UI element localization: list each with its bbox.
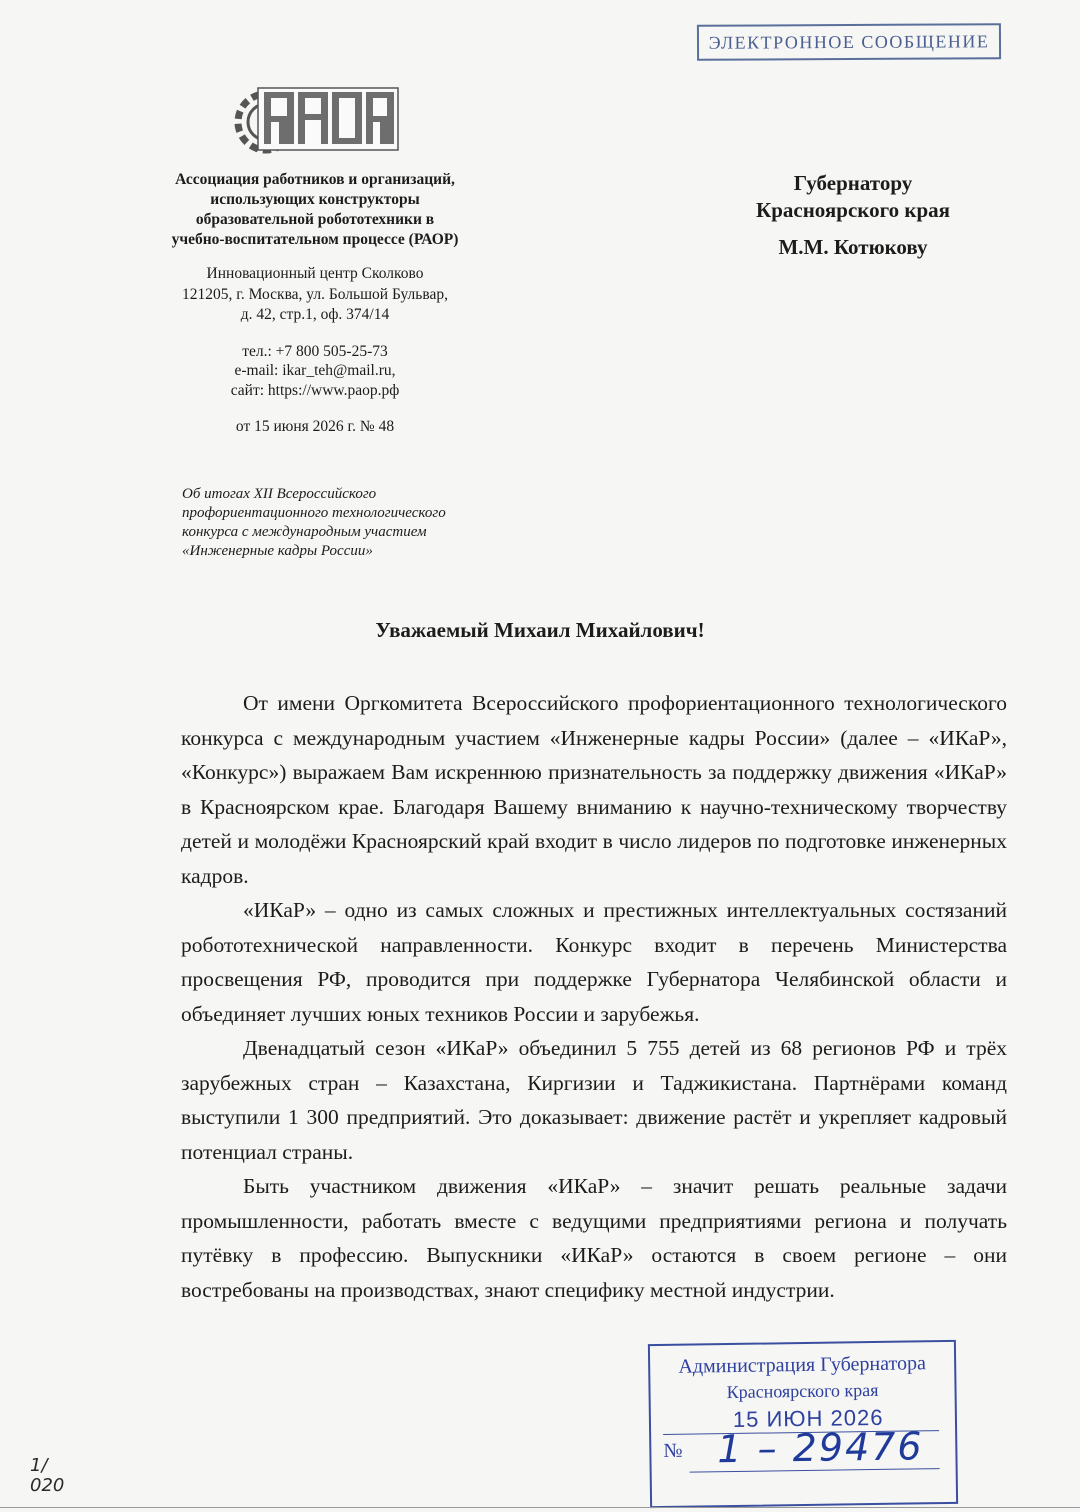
- stamp-registration-number: 1 – 29476: [717, 1424, 924, 1472]
- addressee-region: Красноярского края: [755, 198, 950, 222]
- addressee-name: М.М. Котюкову: [778, 235, 928, 259]
- sender-block: [140, 170, 490, 437]
- organization-name: Ассоциация работников и организаций, использующих конструкторы образовательной робототехники в учебно-воспитательном процессе (РАОР): [171, 171, 459, 248]
- addressee-block: [718, 170, 988, 261]
- letter-body: [181, 686, 1007, 1307]
- email: e-mail: ikar_teh@mail.ru,: [234, 362, 396, 379]
- organization-contacts: [140, 342, 490, 401]
- letter-subject: Об итогах XII Всероссийского профориентационного технологического конкурса с международным участием «Инженерные кадры России»: [182, 486, 446, 559]
- website: сайт: https://www.раор.рф: [230, 381, 400, 399]
- stamp-number-label: №: [663, 1439, 683, 1462]
- paragraph: От имени Оргкомитета Всероссийского профориентационного технологического конкурса с международным участием «Инженерные кадры России» (далее – «ИКаР», «Конкурс») выражаем Вам искреннюю признательность за поддержку движения «ИКаР» в Красноярском крае. Благодаря Вашему вниманию к научно-техническому творчеству детей и молодёжи Красноярский край входит в число лидеров по подготовке инженерных кадров.: [181, 691, 1007, 888]
- organization-address: Инновационный центр Сколково 121205, г. Москва, ул. Большой Бульвар, д. 42, стр.1, оф. 374/14: [182, 265, 448, 323]
- page-edge: [0, 1507, 1080, 1508]
- raor-logo: [224, 78, 404, 164]
- letter-date: от 15 июня 2026 г. № 48: [235, 418, 395, 435]
- stamp-date: 15 ИЮН 2026: [732, 1404, 884, 1432]
- paragraph: «ИКаР» – одно из самых сложных и престижных интеллектуальных состязаний робототехнической направленности. Конкурс входит в перечень Министерства просвещения РФ, проводится при поддержке Губернатора Челябинской области и объединяет лучших юных техников России и зарубежья.: [181, 898, 1007, 1026]
- greeting: Уважаемый Михаил Михайлович!: [375, 618, 705, 642]
- paragraph: Двенадцатый сезон «ИКаР» объединил 5 755 детей из 68 регионов РФ и трёх зарубежных стран – Казахстана, Киргизии и Таджикистана. Партнёрами команд выступили 1 300 предприятий. Это доказывает: движение растёт и укрепляет кадровый потенциал страны.: [181, 1036, 1007, 1164]
- phone: тел.: +7 800 505-25-73: [242, 342, 388, 360]
- addressee-title: Губернатору: [793, 171, 913, 195]
- paragraph: Быть участником движения «ИКаР» – значит решать реальные задачи промышленности, работать вместе с ведущими предприятиями региона и получать путёвку в профессию. Выпускники «ИКаР» остаются в своем регионе – они востребованы на производствах, знают специфику местной индустрии.: [181, 1174, 1007, 1302]
- handwritten-margin-note: 1/ 020: [30, 1455, 65, 1496]
- registration-stamp: Администрация Губернатора Красноярского края 15 ИЮН 2026 № 1 – 29476: [648, 1340, 958, 1508]
- electronic-message-stamp: ЭЛЕКТРОННОЕ СООБЩЕНИЕ: [697, 23, 1001, 61]
